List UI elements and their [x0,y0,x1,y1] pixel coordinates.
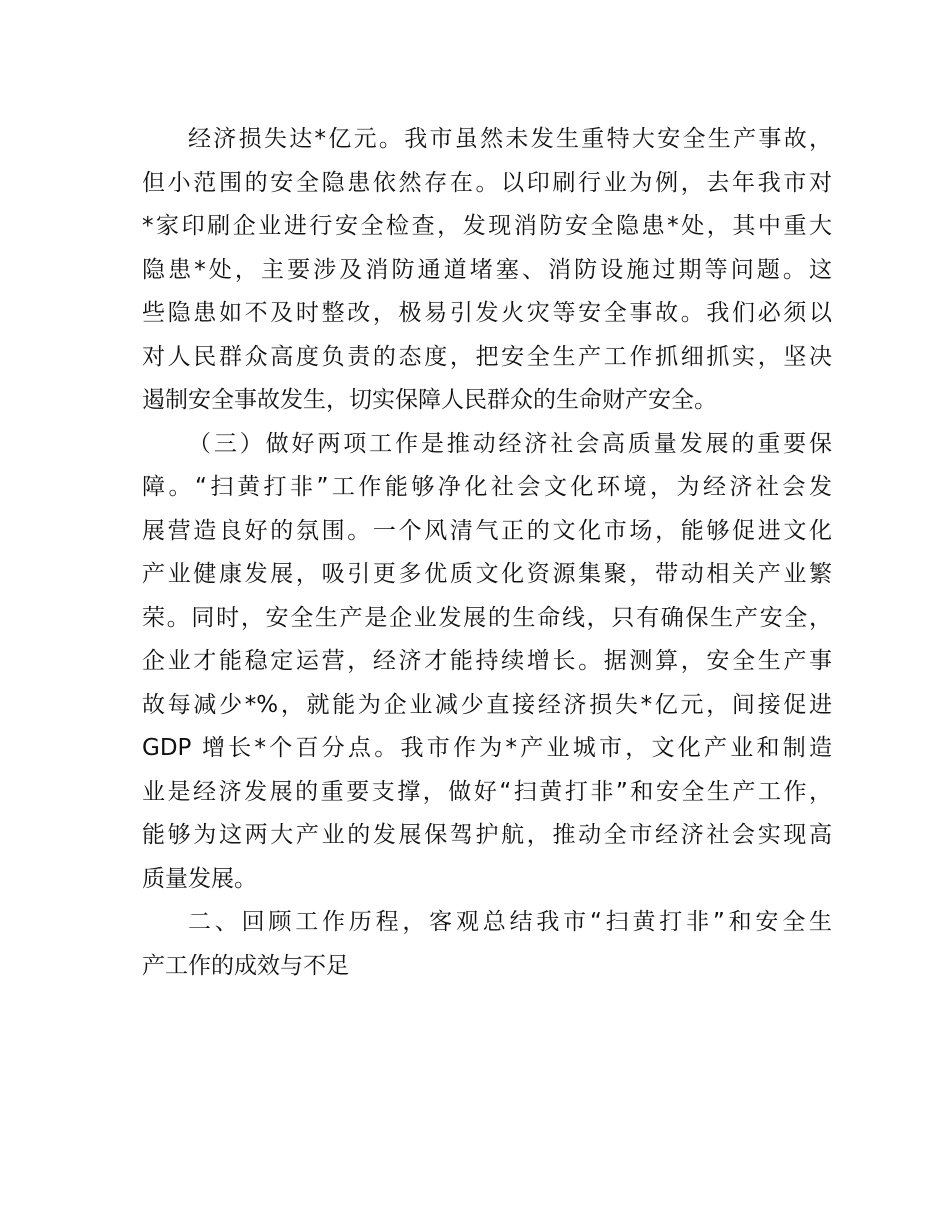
heading-line: 二、回顾工作历程，客观总结我市“扫黄打非”和安全生 [188,909,832,935]
paragraph-line: （三）做好两项工作是推动经济社会高质量发展的重要保 [188,430,832,457]
paragraph-line: 障。“扫黄打非”工作能够净化社会文化环境，为经济社会发 [142,474,832,500]
paragraph-1 [142,118,832,423]
paragraph-line: 质量发展。 [142,865,257,892]
section-heading [142,901,832,988]
paragraph-line: 遏制安全事故发生，切实保障人民群众的生命财产安全。 [142,387,717,413]
paragraph-line: 荣。同时，安全生产是企业发展的生命线，只有确保生产安全， [142,604,832,631]
paragraph-line: 对人民群众高度负责的态度，把安全生产工作抓细抓实，坚决 [142,343,832,370]
paragraph-line: 些隐患如不及时整改，极易引发火灾等安全事故。我们必须以 [142,300,832,326]
paragraph-line: 业是经济发展的重要支撑，做好“扫黄打非”和安全生产工作， [142,778,832,805]
paragraph-line: 企业才能稳定运营，经济才能持续增长。据测算，安全生产事 [142,648,832,674]
heading-line: 产工作的成效与不足 [142,952,349,979]
paragraph-line: *家印刷企业进行安全检查，发现消防安全隐患*处，其中重大 [142,213,832,239]
paragraph-line: 经济损失达*亿元。我市虽然未发生重特大安全生产事故， [188,126,832,152]
paragraph-line: 展营造良好的氛围。一个风清气正的文化市场，能够促进文化 [142,517,832,544]
paragraph-line: 产业健康发展，吸引更多优质文化资源集聚，带动相关产业繁 [142,561,832,587]
paragraph-line: 但小范围的安全隐患依然存在。以印刷行业为例，去年我市对 [142,169,832,196]
paragraph-line: GDP 增长*个百分点。我市作为*产业城市，文化产业和制造 [142,735,832,761]
paragraph-line: 隐患*处，主要涉及消防通道堵塞、消防设施过期等问题。这 [142,256,832,283]
paragraph-line: 故每减少*%，就能为企业减少直接经济损失*亿元，间接促进 [142,691,832,718]
document-body [142,118,832,988]
paragraph-line: 能够为这两大产业的发展保驾护航，推动全市经济社会实现高 [142,822,832,848]
paragraph-2 [142,423,832,902]
